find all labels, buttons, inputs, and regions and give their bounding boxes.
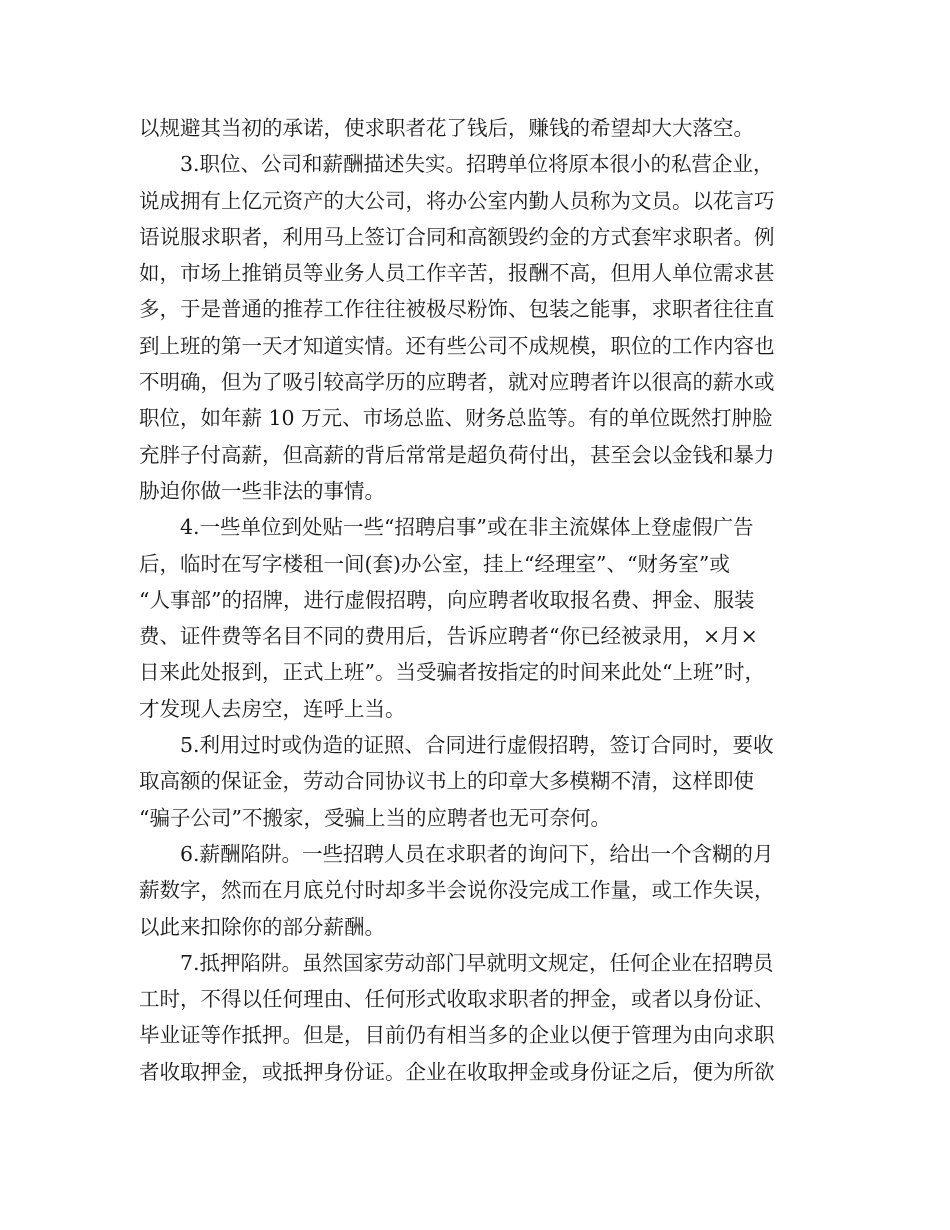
text-line: 者收取押金，或抵押身份证。企业在收取押金或身份证之后，便为所欲: [139, 1059, 775, 1084]
text-line: “人事部”的招牌，进行虚假招聘，向应聘者收取报名费、押金、服装: [139, 587, 755, 612]
text-line: 语说服求职者，利用马上签订合同和高额毁约金的方式套牢求职者。例: [139, 224, 775, 249]
text-line: 到上班的第一天才知道实情。还有些公司不成规模，职位的工作内容也: [139, 333, 775, 358]
text-line: “骗子公司”不搬家，受骗上当的应聘者也无可奈何。: [139, 805, 611, 830]
text-line: 多，于是普通的推荐工作往往被极尽粉饰、包装之能事，求职者往往直: [139, 297, 775, 322]
text-line: 费、证件费等名目不同的费用后，告诉应聘者“你已经被录用，×月×: [139, 624, 758, 649]
text-line: 毕业证等作抵押。但是，目前仍有相当多的企业以便于管理为由向求职: [139, 1023, 775, 1048]
paragraph-5-start: 5.利用过时或伪造的证照、合同进行虚假招聘，签订合同时，要收: [180, 733, 774, 758]
paragraph-6-start: 6.薪酬陷阱。一些招聘人员在求职者的询问下，给出一个含糊的月: [180, 841, 774, 866]
text-line: 如，市场上推销员等业务人员工作辛苦，报酬不高，但用人单位需求甚: [139, 261, 775, 286]
text-line: 日来此处报到，正式上班”。当受骗者按指定的时间来此处“上班”时，: [139, 660, 765, 685]
text-line: 胁迫你做一些非法的事情。: [139, 478, 385, 503]
text-line: 充胖子付高薪，但高薪的背后常常是超负荷付出，甚至会以金钱和暴力: [139, 442, 775, 467]
text-line: 以规避其当初的承诺，使求职者花了钱后，赚钱的希望却大大落空。: [139, 116, 754, 140]
text-line: 不明确，但为了吸引较高学历的应聘者，就对应聘者许以很高的薪水或: [139, 370, 775, 395]
paragraph-4-start: 4.一些单位到处贴一些“招聘启事”或在非主流媒体上登虚假广告: [180, 515, 754, 540]
text-line: 后，临时在写字楼租一间(套)办公室，挂上“经理室”、“财务室”或: [139, 551, 730, 576]
text-line: 说成拥有上亿元资产的大公司，将办公室内勤人员称为文员。以花言巧: [139, 188, 775, 213]
text-line: 薪数字，然而在月底兑付时却多半会说你没完成工作量，或工作失误，: [139, 878, 775, 903]
paragraph-7-start: 7.抵押陷阱。虽然国家劳动部门早就明文规定，任何企业在招聘员: [180, 950, 774, 975]
body-text: [139, 110, 829, 1090]
text-line: 以此来扣除你的部分薪酬。: [139, 914, 385, 939]
text-line: 工时，不得以任何理由、任何形式收取求职者的押金，或者以身份证、: [139, 987, 775, 1012]
text-line: 才发现人去房空，连呼上当。: [139, 696, 406, 721]
paragraph-3-start: 3.职位、公司和薪酬描述失实。招聘单位将原本很小的私营企业，: [180, 152, 774, 177]
text-line: 职位，如年薪 10 万元、市场总监、财务总监等。有的单位既然打肿脸: [139, 406, 773, 431]
text-line: 取高额的保证金，劳动合同协议书上的印章大多模糊不清，这样即使: [139, 769, 754, 794]
